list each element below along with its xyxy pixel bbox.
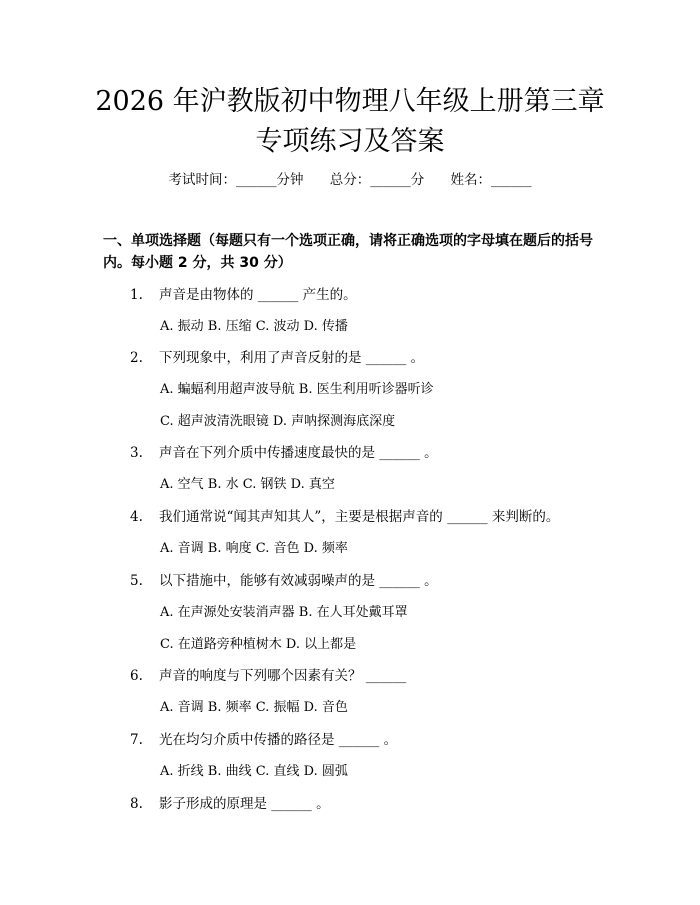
document-title: 2026 年沪教版初中物理八年级上册第三章专项练习及答案	[95, 86, 605, 157]
question-7-options: A. 折线 B. 曲线 C. 直线 D. 圆弧	[160, 764, 348, 779]
question-4-options: A. 音调 B. 响度 C. 音色 D. 频率	[160, 541, 348, 556]
question-number: 2.	[130, 350, 143, 366]
exam-time: 考试时间：______分钟	[168, 172, 304, 188]
question-7	[130, 728, 397, 748]
question-3	[130, 441, 438, 461]
question-3-options: A. 空气 B. 水 C. 钢铁 D. 真空	[160, 477, 335, 492]
question-number: 4.	[130, 509, 143, 525]
question-text: 下列现象中，利用了声音反射的是 ______ 。	[159, 350, 425, 366]
question-text: 以下措施中，能够有效减弱噪声的是 ______ 。	[159, 573, 438, 589]
question-text: 影子形成的原理是 ______ 。	[159, 796, 330, 812]
question-5-options-row-1: A. 在声源处安装消声器 B. 在人耳处戴耳罩	[160, 605, 408, 620]
question-number: 7.	[130, 732, 143, 748]
question-5	[130, 569, 438, 589]
question-2	[130, 346, 424, 366]
question-text: 我们通常说“闻其声知其人”，主要是根据声音的 ______ 来判断的。	[159, 509, 560, 525]
question-6	[130, 664, 406, 684]
question-8	[130, 792, 330, 812]
total-score: 总分：______分	[329, 172, 425, 188]
question-number: 8.	[130, 796, 143, 812]
question-4	[130, 505, 559, 525]
question-text: 声音在下列介质中传播速度最快的是 ______ 。	[159, 445, 438, 461]
question-number: 5.	[130, 573, 143, 589]
question-2-options-row-2: C. 超声波清洗眼镜 D. 声呐探测海底深度	[160, 414, 396, 429]
question-number: 1.	[130, 287, 143, 303]
question-5-options-row-2: C. 在道路旁种植树木 D. 以上都是	[160, 637, 357, 652]
question-6-options: A. 音调 B. 频率 C. 振幅 D. 音色	[160, 700, 348, 715]
question-1	[130, 283, 357, 303]
question-1-options: A. 振动 B. 压缩 C. 波动 D. 传播	[160, 319, 348, 334]
student-name: 姓名：______	[450, 172, 532, 188]
question-number: 6.	[130, 668, 143, 684]
question-number: 3.	[130, 445, 143, 461]
section-heading: 一、单项选择题（每题只有一个选项正确，请将正确选项的字母填在题后的括号内。每小题 2 分，共 30 分）	[103, 233, 593, 271]
question-text: 光在均匀介质中传播的路径是 ______ 。	[159, 732, 398, 748]
question-2-options-row-1: A. 蝙蝠利用超声波导航 B. 医生利用听诊器听诊	[160, 382, 434, 397]
exam-meta	[0, 168, 700, 188]
question-text: 声音的响度与下列哪个因素有关？ ______	[159, 668, 407, 684]
question-text: 声音是由物体的 ______ 产生的。	[159, 287, 357, 303]
